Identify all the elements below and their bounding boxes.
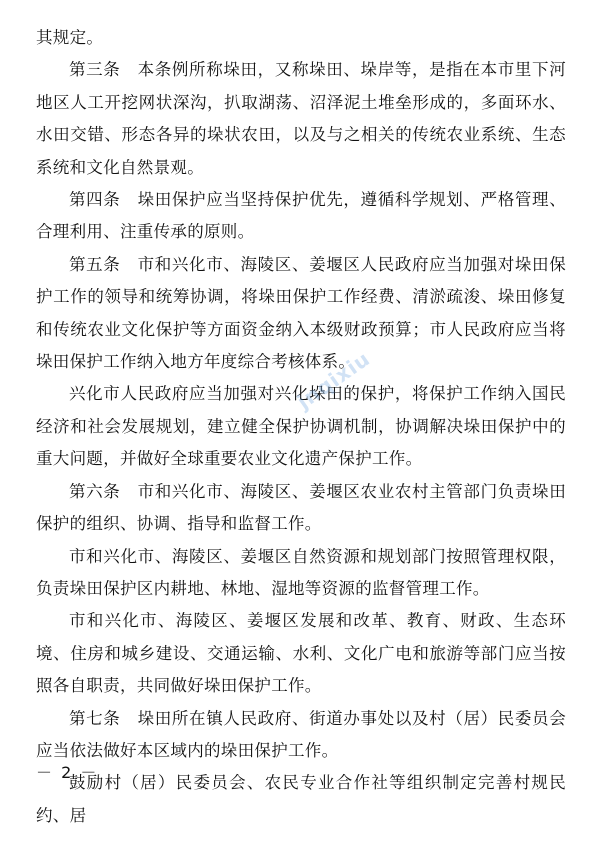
paragraph-article-5-clause-2: 兴化市人民政府应当加强对兴化垛田的保护，将保护工作纳入国民经济和社会发展规划，建立健全保护协调机制，协调解决垛田保护中的重大问题，并做好全球重要农业文化遗产保护工作。 [36, 384, 566, 469]
paragraph-article-6-clause-3: 市和兴化市、海陵区、姜堰区发展和改革、教育、财政、生态环境、住房和城乡建设、交通运输、水利、文化广电和旅游等部门应当按照各自职责，共同做好垛田保护工作。 [36, 611, 566, 696]
paragraph-article-7: 第七条 垛田所在镇人民政府、街道办事处以及村（居）民委员会应当依法做好本区域内的垛田保护工作。 [36, 708, 566, 760]
watermark: jnqixiu [292, 346, 375, 414]
paragraph-article-7-clause-2: 鼓励村（居）民委员会、农民专业合作社等组织制定完善村规民约、居 [36, 773, 566, 825]
paragraph-article-4: 第四条 垛田保护应当坚持保护优先，遵循科学规划、严格管理、合理利用、注重传承的原则。 [36, 190, 566, 242]
paragraph-article-3: 第三条 本条例所称垛田，又称垛田、垛岸等，是指在本市里下河地区人工开挖网状深沟，扒取湖荡、沼泽泥土堆垒形成的，多面环水、水田交错、形态各异的垛状农田，以及与之相关的传统农业系统、生态系统和文化自然景观。 [36, 60, 566, 177]
paragraph-article-6: 第六条 市和兴化市、海陵区、姜堰区农业农村主管部门负责垛田保护的组织、协调、指导和监督工作。 [36, 481, 566, 534]
paragraph-article-6-clause-2: 市和兴化市、海陵区、姜堰区自然资源和规划部门按照管理权限，负责垛田保护区内耕地、林地、湿地等资源的监督管理工作。 [36, 546, 566, 598]
paragraph-continuation: 其规定。 [36, 28, 104, 47]
page-number: － 2 － [36, 763, 99, 782]
paragraph-article-5: 第五条 市和兴化市、海陵区、姜堰区人民政府应当加强对垛田保护工作的领导和统筹协调，将垛田保护工作经费、清淤疏浚、垛田修复和传统农业文化保护等方面资金纳入本级财政预算；市人民政府应当将垛田保护工作纳入地方年度综合考核体系。 [36, 254, 566, 372]
document-body [36, 22, 566, 832]
